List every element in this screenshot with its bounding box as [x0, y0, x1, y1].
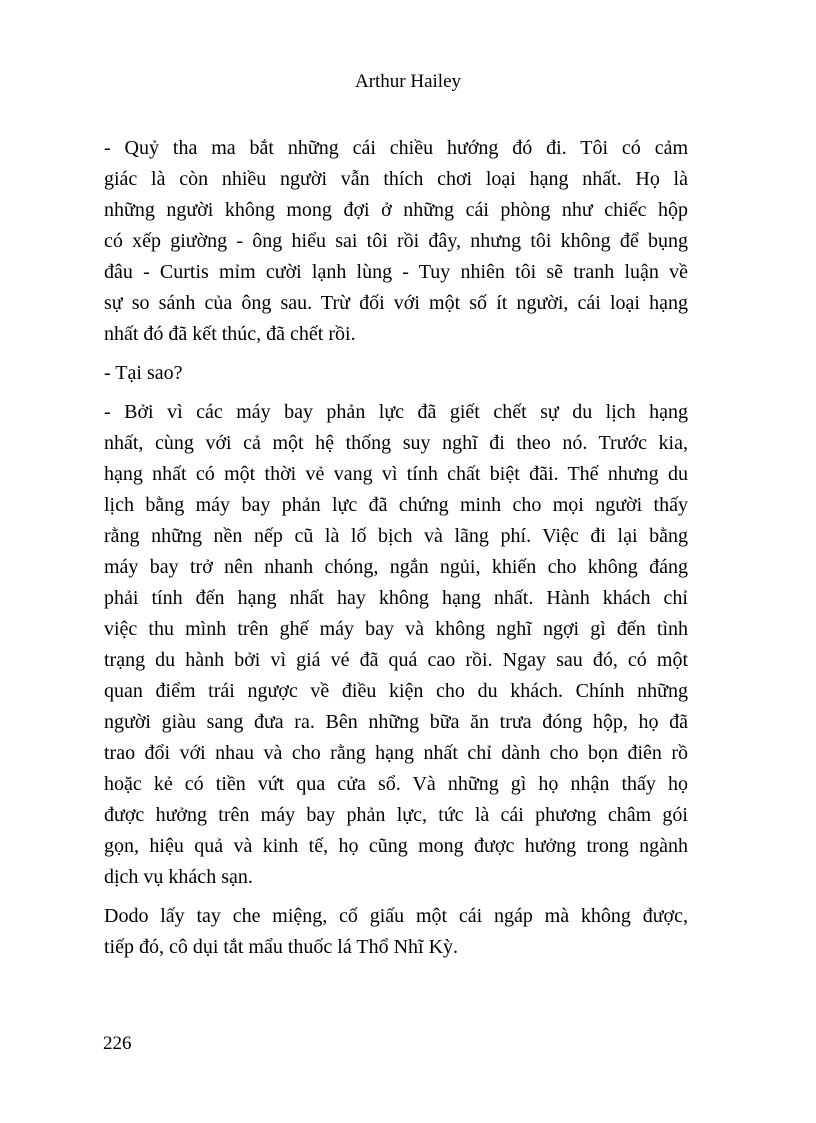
text-line: - Tại sao?: [104, 362, 183, 384]
text-line: quan điểm trái ngược về điều kiện cho du khách. Chính những: [104, 680, 688, 702]
text-line: tiếp đó, cô dụi tắt mẩu thuốc lá Thổ Nhĩ Kỳ.: [104, 936, 459, 958]
text-line: việc thu mình trên ghế máy bay và không nghĩ ngợi gì đến tình: [104, 618, 688, 640]
text-line: hạng nhất có một thời vẻ vang vì tính chất biệt đãi. Thế nhưng du: [104, 463, 688, 485]
paragraph: [104, 901, 688, 963]
text-line: hoặc kẻ có tiền vứt qua cửa sổ. Và những gì họ nhận thấy họ: [104, 773, 688, 795]
text-line: nhất, cùng với cả một hệ thống suy nghĩ đi theo nó. Trước kia,: [104, 432, 688, 454]
text-line: đâu - Curtis mỉm cười lạnh lùng - Tuy nhiên tôi sẽ tranh luận về: [104, 261, 688, 283]
text-line: sự so sánh của ông sau. Trừ đối với một số ít người, cái loại hạng: [104, 292, 688, 314]
text-line: - Bởi vì các máy bay phản lực đã giết chết sự du lịch hạng: [104, 401, 688, 423]
text-line: người giàu sang đưa ra. Bên những bữa ăn trưa đóng hộp, họ đã: [104, 711, 688, 733]
text-line: dịch vụ khách sạn.: [104, 866, 253, 888]
text-line: phải tính đến hạng nhất hay không hạng nhất. Hành khách chỉ: [104, 587, 688, 609]
text-line: rằng những nền nếp cũ là lố bịch và lãng phí. Việc đi lại bằng: [104, 525, 688, 547]
paragraph: [104, 358, 688, 389]
text-line: nhất đó đã kết thúc, đã chết rồi.: [104, 323, 356, 345]
body-text: [104, 133, 688, 963]
paragraph: [104, 397, 688, 893]
paragraph: [104, 133, 688, 350]
running-header: Arthur Hailey: [354, 71, 462, 92]
text-line: Dodo lấy tay che miệng, cố giấu một cái ngáp mà không được,: [104, 905, 688, 927]
text-line: trao đổi với nhau và cho rằng hạng nhất chỉ dành cho bọn điên rồ: [104, 742, 688, 764]
text-line: trạng du hành bởi vì giá vé đã quá cao rồi. Ngay sau đó, có một: [104, 649, 688, 671]
page-number: 226: [103, 1033, 132, 1054]
text-line: được hưởng trên máy bay phản lực, tức là cái phương châm gói: [104, 804, 688, 826]
text-line: máy bay trở nên nhanh chóng, ngắn ngủi, khiến cho không đáng: [104, 556, 688, 578]
text-line: có xếp giường - ông hiểu sai tôi rồi đây, nhưng tôi không để bụng: [104, 230, 688, 252]
text-line: gọn, hiệu quả và kinh tế, họ cũng mong được hưởng trong ngành: [104, 835, 688, 857]
text-line: lịch bằng máy bay phản lực đã chứng minh cho mọi người thấy: [104, 494, 688, 516]
text-line: những người không mong đợi ở những cái phòng như chiếc hộp: [104, 199, 688, 221]
text-line: - Quỷ tha ma bắt những cái chiều hướng đó đi. Tôi có cảm: [104, 137, 688, 159]
text-line: giác là còn nhiều người vẫn thích chơi loại hạng nhất. Họ là: [104, 168, 688, 190]
